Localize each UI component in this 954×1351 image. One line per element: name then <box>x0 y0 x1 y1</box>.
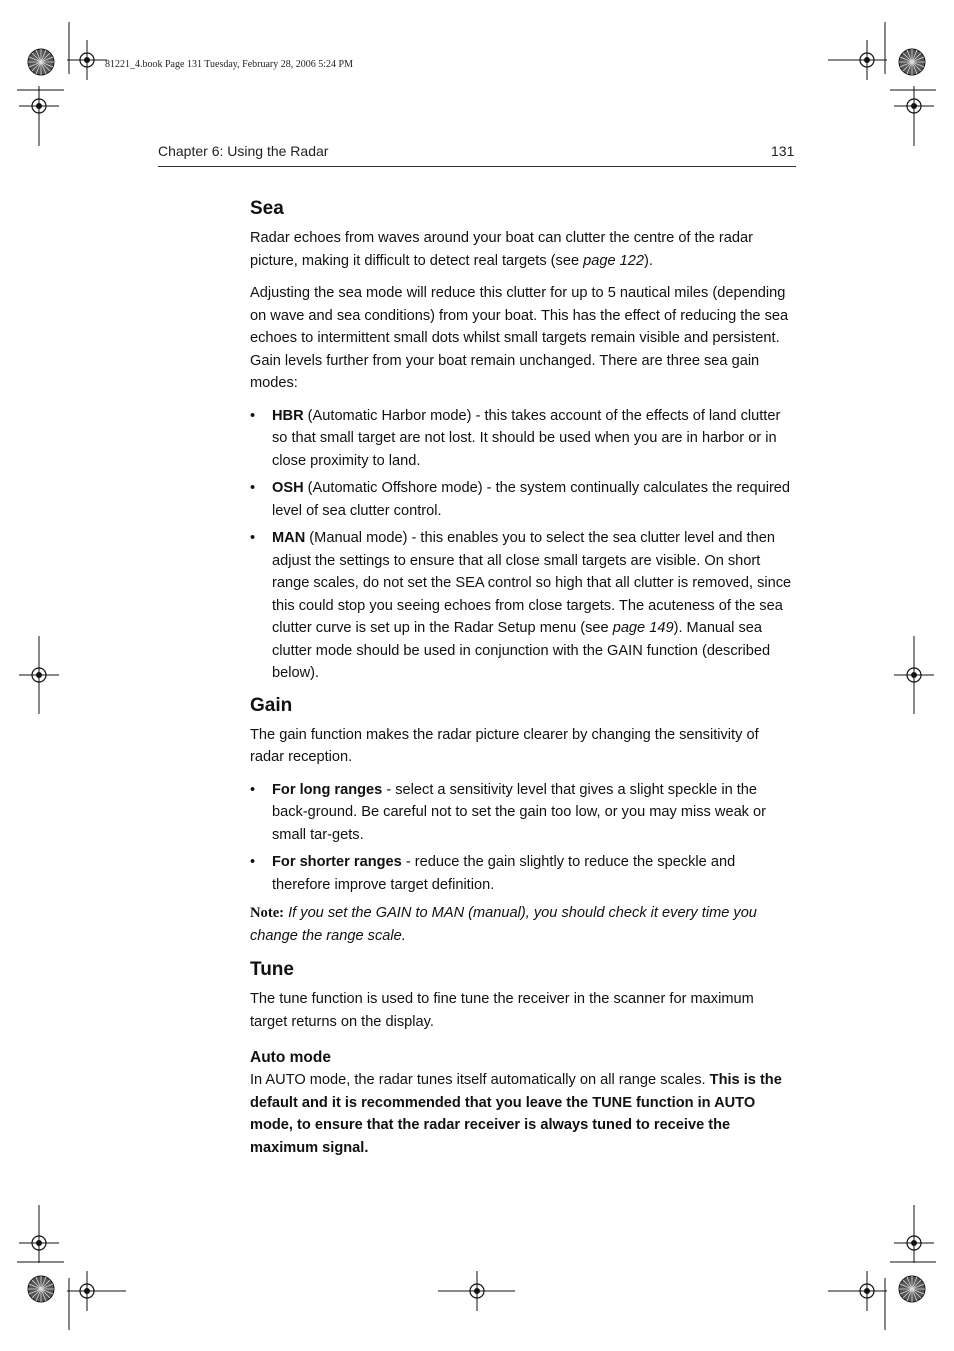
list-term: For long ranges <box>272 781 383 798</box>
crosshair-icon <box>847 1271 887 1311</box>
gain-list <box>250 779 795 897</box>
paragraph: The gain function makes the radar picture clearer by changing the sensitivity of radar reception. <box>250 726 759 765</box>
list-term: For shorter ranges <box>272 854 402 870</box>
section-title-tune: Tune <box>250 959 294 980</box>
note-text: If you set the GAIN to MAN (manual), you should check it every time you change the range scale. <box>250 905 757 944</box>
bullet: • <box>250 854 256 870</box>
section-title-gain: Gain <box>250 694 293 716</box>
paragraph: Adjusting the sea mode will reduce this clutter for up to 5 nautical miles (depending on wave and sea conditions) from your boat. This has the effect of reducing the sea echoes to intermittent small dots whilst small targets remain visible and persistent. Gain levels further from your boat remain unchanged. There are three sea gain modes: <box>250 285 789 391</box>
page-body <box>250 196 795 1169</box>
section-sea <box>250 196 795 685</box>
header-rule <box>158 166 796 167</box>
note <box>250 902 795 947</box>
page-reference: page 122 <box>583 252 644 269</box>
list-item: • HBR (Automatic Harbor mode) - this takes account of the effects of land clutter so that small target are not lost. It should be used when you are in harbor or in close proximity to land. <box>250 405 795 473</box>
list-item: • OSH (Automatic Offshore mode) - the system continually calculates the required level of sea clutter control. <box>250 477 795 522</box>
print-slug: 81221_4.book Page 131 Tuesday, February 28, 2006 5:24 PM <box>105 59 353 70</box>
starburst-icon <box>899 1276 925 1302</box>
mode-term: OSH <box>272 480 304 496</box>
section-gain <box>250 693 795 948</box>
mode-term: MAN <box>272 530 306 546</box>
starburst-icon <box>899 49 925 75</box>
section-tune <box>250 957 795 1159</box>
bullet: • <box>250 781 256 798</box>
section-title-sea: Sea <box>250 198 284 219</box>
mode-term: HBR <box>272 407 304 424</box>
note-label: Note: <box>250 905 285 921</box>
page-number: 131 <box>771 143 795 159</box>
crosshair-icon <box>67 40 107 80</box>
paragraph: In AUTO mode, the radar tunes itself automatically on all range scales. This is the default and it is recommended that you leave the TUNE function in AUTO mode, to ensure that the radar receiver is always tuned to receive the maximum signal. <box>250 1072 782 1156</box>
list-item: • MAN (Manual mode) - this enables you to select the sea clutter level and then adjust the settings to ensure that all close small targets are visible. On short range scales, do not set the SEA control so high that all clutter is removed, since this could stop you seeing echoes from close targets. The acuteness of the sea clutter curve is set up in the Radar Setup menu (see page 149). Manual sea clutter mode should be used in conjunction with the GAIN function (described below). <box>250 527 795 685</box>
bullet: • <box>250 407 256 424</box>
page-reference: page 149 <box>612 620 674 636</box>
bullet: • <box>250 530 256 546</box>
subsection-title-auto-mode: Auto mode <box>250 1049 331 1066</box>
crosshair-icon <box>847 40 887 80</box>
paragraph: The tune function is used to fine tune the receiver in the scanner for maximum target returns on the display. <box>250 991 754 1030</box>
sea-mode-list <box>250 405 795 685</box>
starburst-icon <box>28 1276 54 1302</box>
running-header-chapter: Chapter 6: Using the Radar <box>158 143 329 159</box>
bullet: • <box>250 480 256 496</box>
emphasis-text: This is the default and it is recommended that you leave the TUNE function in AUTO mode, to ensure that the radar receiver is always tuned to receive the maximum signal. <box>250 1072 782 1156</box>
list-item: • For shorter ranges - reduce the gain slightly to reduce the speckle and therefore improve target definition. <box>250 851 795 896</box>
paragraph: Radar echoes from waves around your boat can clutter the centre of the radar picture, making it difficult to detect real targets (see page 122). <box>250 230 753 269</box>
starburst-icon <box>28 49 54 75</box>
list-item: • For long ranges - select a sensitivity level that gives a slight speckle in the back-ground. Be careful not to set the gain too low, or you may miss weak or small tar-gets. <box>250 779 795 847</box>
crosshair-icon <box>67 1271 107 1311</box>
